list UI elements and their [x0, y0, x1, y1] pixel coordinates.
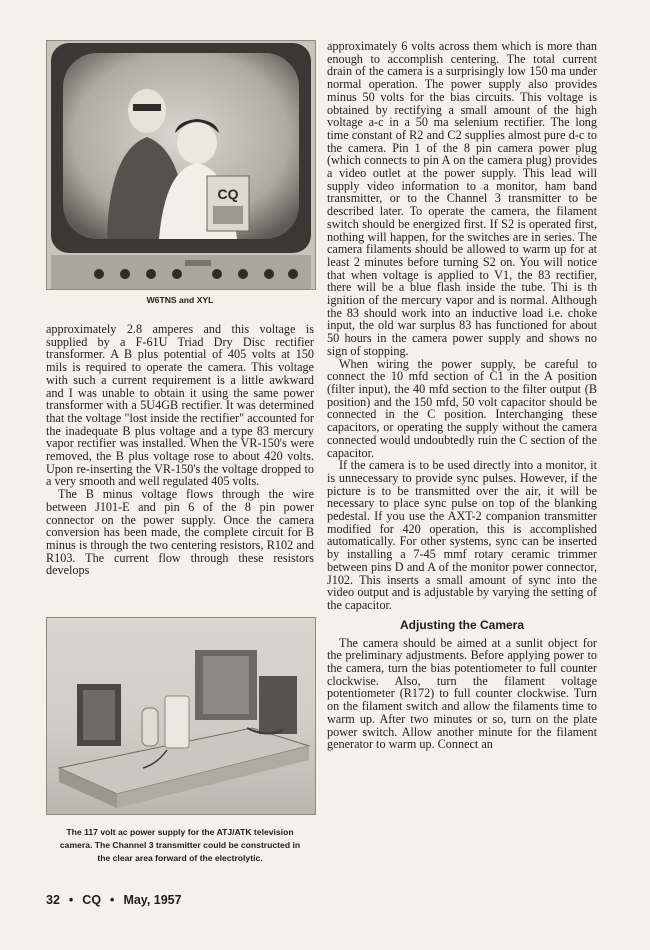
power-supply-photo — [46, 617, 316, 815]
right-paragraph-1: approximately 6 volts across them which is more than enough to accomplish centering. The total current drain of the camera is a surprisingly low 150 ma under normal operation. The power supply also provides minus 50 volts for the bias circuits. This voltage is obtained by rectifying a small amount of the high voltage a-c in a 50 ma selenium rectifier. The long time constant of R2 and C2 supplies almost pure d-c to the camera. Pin 1 of the 8 pin camera power plug (which connects to pin A on the camera plug) provides a video outlet at the power supply. This lead will supply video information to a monitor, ham band transmitter, or to the Channel 3 transmitter to be described later. To operate the camera, the filament switch should be energized first. If S2 is operated first, nothing will happen, for the switches are in series. The camera filaments should be allowed to warm up for at least 2 minutes before turning S2 on. You will notice that when voltage is applied to V1, the 83 rectifier, there will be a blue flash inside the tube. Thi is th ignition of the mercury vapor and is normal. Although the 83 should work into an inductive load i.e. choke input, the old war surplus 83 has functioned for about 50 hours in the camera power supply and shows no sign of stopping. — [327, 39, 597, 358]
right-paragraph-3: If the camera is to be used directly into a monitor, it is unnecessary to provide sync pulses. However, if the picture is to be transmitted over the air, it will be necessary to place sync pulse on top of the blanking pedestal. If you use the AXT-2 companion transmitter modified for 420 operation, this is accomplished automatically. For other systems, sync can be inserted by installing a 7-45 mmf rotary ceramic trimmer between pins D and A of the monitor power connector, J102. This inserts a small amount of sync into the video output and is adjustable by varying the setting of the capacitor. — [327, 458, 597, 612]
right-column — [327, 40, 597, 751]
right-paragraph-2: When wiring the power supply, be careful to connect the 10 mfd section of C1 in the A position (filter input), the 40 mfd section to the filter output (B position) and the 150 mfd, 50 volt capacitor should be connected in the C position. Interchanging these capacitors, or operating the supply without the camera connected would undoubtedly ruin the C section of the capacitor. — [327, 356, 597, 460]
tv-photo-caption: W6TNS and XYL — [146, 295, 214, 305]
left-paragraph-1: approximately 2.8 amperes and this voltage is supplied by a F-61U Triad Dry Disc rectifier transformer. A B plus potential of 405 volts at 150 mils is required to operate the camera. This voltage with such a current requirement is a little awkward and I was unable to obtain it using the same power transformer with a 5U4GB rectifier. It was determined that the voltage "lost inside the rectifier" accounted for the inadequate B plus voltage and a type 83 mercury vapor rectifier was installed. When the VR-150's were removed, the B plus voltage rose to about 420 volts. Upon re-inserting the VR-150's the voltage dropped to a very smooth and well regulated 405 volts. — [46, 322, 314, 489]
section-heading: Adjusting the Camera — [399, 617, 525, 632]
left-column-upper — [46, 323, 314, 577]
tv-screen-illustration — [47, 41, 315, 289]
magazine-cover-text: CQ — [217, 186, 239, 202]
bullet-separator: • — [68, 893, 74, 907]
issue-date: May, 1957 — [123, 893, 182, 907]
left-paragraph-2: The B minus voltage flows through the wire between J101-E and pin 6 of the 8 pin power connector on the power supply. Once the camera conversion has been made, the complete circuit for B minus is through the two centering resistors, R102 and R103. The current flow through these resistors develops — [46, 487, 314, 578]
page-number: 32 — [46, 893, 60, 907]
right-paragraph-4: The camera should be aimed at a sunlit object for the preliminary adjustments. Before applying power to the camera, turn the bias potentiometer to full counter clockwise. Also, turn the filament voltage potentiometer (R172) to full counter clockwise. Turn on the filament switch and allow the filaments time to warm up. After two minutes or so, turn on the plate power switch. Allow another minute for the filament generator to warm up. Connect an — [327, 635, 597, 752]
magazine-name: CQ — [82, 893, 102, 907]
bullet-separator: • — [110, 893, 115, 907]
power-supply-caption: The 117 volt ac power supply for the ATJ/ATK television camera. The Channel 3 transmitter could be constructed in the clear area forward of the electrolytic. — [59, 827, 301, 863]
power-supply-illustration — [47, 618, 315, 814]
tv-screen-photo — [46, 40, 316, 290]
page-footer — [46, 893, 182, 907]
